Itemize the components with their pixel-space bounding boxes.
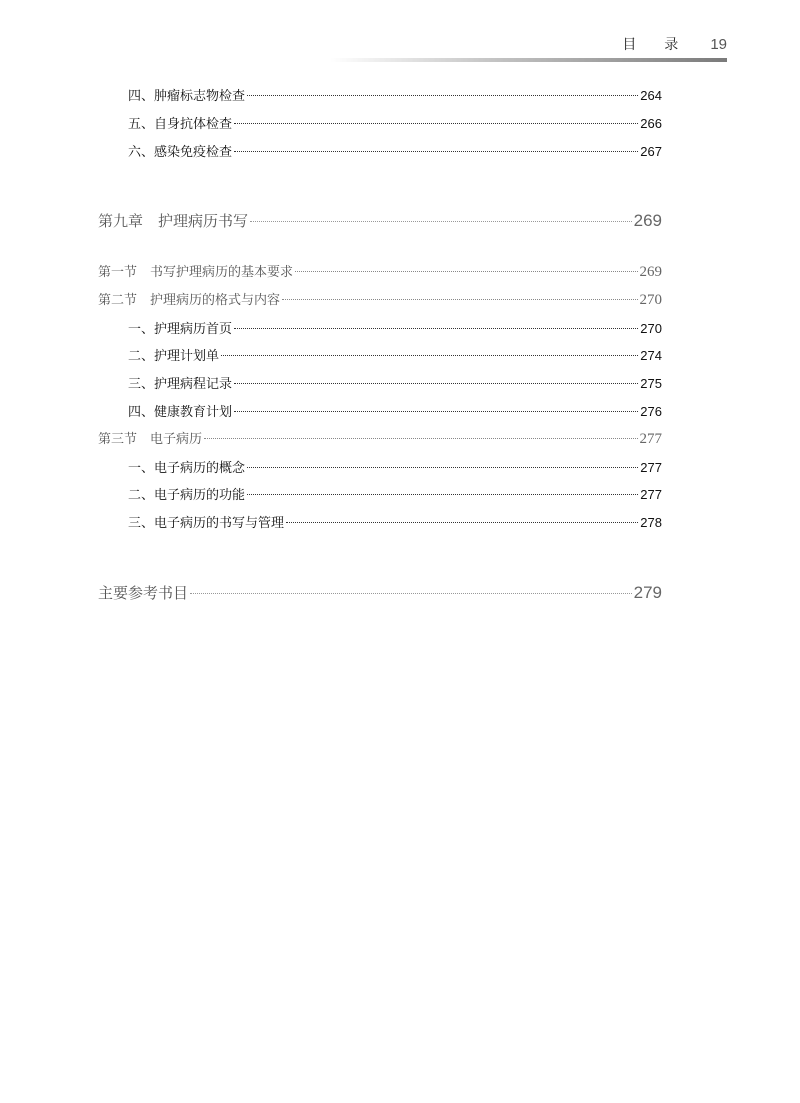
toc-entry-label: 二、电子病历的功能 bbox=[128, 488, 246, 503]
toc-entry[interactable] bbox=[128, 318, 662, 337]
dot-leader bbox=[221, 355, 638, 356]
dot-leader bbox=[247, 95, 638, 96]
page-number: 19 bbox=[710, 36, 727, 53]
dot-leader bbox=[247, 467, 638, 468]
dot-leader bbox=[234, 328, 638, 329]
toc-entry[interactable] bbox=[128, 373, 662, 392]
toc-section-label: 第三节 电子病历 bbox=[98, 432, 203, 447]
dot-leader bbox=[295, 271, 637, 272]
toc-section-page: 277 bbox=[639, 431, 662, 447]
toc-entry-page: 274 bbox=[640, 348, 662, 363]
dot-leader bbox=[204, 438, 637, 439]
dot-leader bbox=[190, 593, 632, 594]
dot-leader bbox=[286, 522, 638, 523]
toc-entry-page: 278 bbox=[640, 515, 662, 530]
toc-section-page: 270 bbox=[639, 292, 662, 308]
toc-entry[interactable] bbox=[128, 512, 662, 531]
toc-chapter-label: 第九章 护理病历书写 bbox=[98, 212, 249, 230]
toc-entry-label: 二、护理计划单 bbox=[128, 349, 220, 364]
running-title: 目录 bbox=[622, 37, 707, 53]
toc-entry-label: 四、肿瘤标志物检查 bbox=[128, 89, 246, 104]
dot-leader bbox=[282, 299, 637, 300]
toc-entry-page: 276 bbox=[640, 404, 662, 419]
toc-entry-label: 一、电子病历的概念 bbox=[128, 461, 246, 476]
toc-section-label: 第二节 护理病历的格式与内容 bbox=[98, 293, 281, 308]
dot-leader bbox=[247, 494, 638, 495]
toc-references-label: 主要参考书目 bbox=[98, 584, 189, 602]
toc-section[interactable] bbox=[98, 289, 662, 309]
toc-entry-page: 277 bbox=[640, 487, 662, 502]
toc-entry[interactable] bbox=[128, 141, 662, 160]
toc-entry-page: 277 bbox=[640, 460, 662, 475]
dot-leader bbox=[234, 383, 638, 384]
toc-entry-label: 三、护理病程记录 bbox=[128, 377, 233, 392]
toc-section[interactable] bbox=[98, 261, 662, 281]
toc-entry[interactable] bbox=[128, 484, 662, 503]
toc-entry-label: 六、感染免疫检查 bbox=[128, 145, 233, 160]
dot-leader bbox=[234, 123, 638, 124]
dot-leader bbox=[234, 411, 638, 412]
toc-entry[interactable] bbox=[128, 85, 662, 104]
toc-entry-page: 270 bbox=[640, 321, 662, 336]
toc-entry[interactable] bbox=[128, 401, 662, 420]
toc-references-page: 279 bbox=[633, 583, 662, 602]
dot-leader bbox=[250, 221, 632, 222]
toc-section-page: 269 bbox=[639, 264, 662, 280]
toc-entry-label: 五、自身抗体检查 bbox=[128, 117, 233, 132]
toc-chapter[interactable] bbox=[98, 210, 662, 231]
toc-entry-label: 三、电子病历的书写与管理 bbox=[128, 516, 285, 531]
toc-entry-page: 266 bbox=[640, 116, 662, 131]
toc-entry[interactable] bbox=[128, 457, 662, 476]
toc-entry-page: 267 bbox=[640, 144, 662, 159]
dot-leader bbox=[234, 151, 638, 152]
toc-section-label: 第一节 书写护理病历的基本要求 bbox=[98, 265, 294, 280]
toc-entry-label: 四、健康教育计划 bbox=[128, 405, 233, 420]
header-rule bbox=[330, 58, 727, 62]
toc-references[interactable] bbox=[98, 582, 662, 603]
toc-entry-label: 一、护理病历首页 bbox=[128, 322, 233, 337]
toc-chapter-page: 269 bbox=[633, 211, 662, 230]
toc-entry[interactable] bbox=[128, 113, 662, 132]
toc-entry-page: 264 bbox=[640, 88, 662, 103]
page-header bbox=[622, 34, 727, 56]
toc-entry[interactable] bbox=[128, 345, 662, 364]
toc-entry-page: 275 bbox=[640, 376, 662, 391]
toc-section[interactable] bbox=[98, 428, 662, 448]
